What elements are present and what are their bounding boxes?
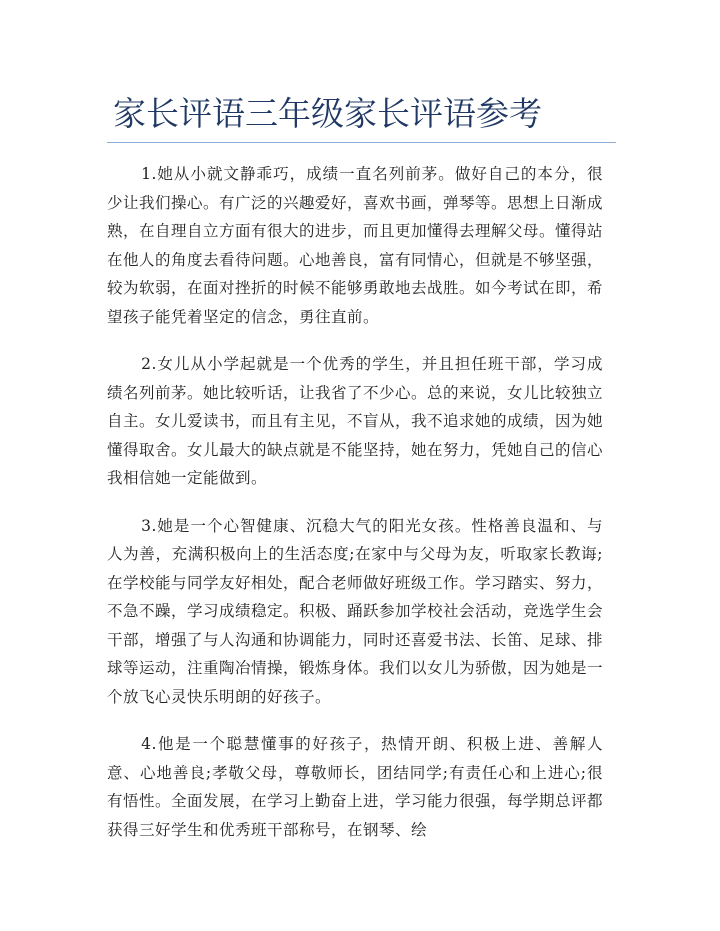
- paragraph-4: 4.他是一个聪慧懂事的好孩子，热情开朗、积极上进、善解人意、心地善良;孝敬父母，尊敬师长，团结同学;有责任心和上进心;很有悟性。全面发展，在学习上勤奋上进，学习能力很强，每学期总评都获得三好学生和优秀班干部称号，在钢琴、绘: [107, 735, 604, 839]
- document-body: [107, 160, 603, 863]
- title-divider: [107, 142, 616, 143]
- paragraph-1: 1.她从小就文静乖巧，成绩一直名列前茅。做好自己的本分，很少让我们操心。有广泛的兴趣爱好，喜欢书画，弹琴等。思想上日渐成熟，在自理自立方面有很大的进步，而且更加懂得去理解父母。懂得站在他人的角度去看待问题。心地善良，富有同情心，但就是不够坚强，较为软弱，在面对挫折的时候不能够勇敢地去战胜。如今考试在即，希望孩子能凭着坚定的信念，勇往直前。: [107, 165, 604, 326]
- document-title: 家长评语三年级家长评语参考: [113, 94, 542, 133]
- paragraph-2: 2.女儿从小学起就是一个优秀的学生，并且担任班干部，学习成绩名列前茅。她比较听话，让我省了不少心。总的来说，女儿比较独立自主。女儿爱读书，而且有主见，不盲从，我不追求她的成绩，因为她懂得取舍。女儿最大的缺点就是不能坚持，她在努力，凭她自己的信心我相信她一定能做到。: [107, 355, 604, 487]
- paragraph-3: 3.她是一个心智健康、沉稳大气的阳光女孩。性格善良温和、与人为善，充满积极向上的生活态度;在家中与父母为友，听取家长教诲;在学校能与同学友好相处，配合老师做好班级工作。学习踏实、努力，不急不躁，学习成绩稳定。积极、踊跃参加学校社会活动，竞选学生会干部，增强了与人沟通和协调能力，同时还喜爱书法、长笛、足球、排球等运动，注重陶冶情操，锻炼身体。我们以女儿为骄傲，因为她是一个放飞心灵快乐明朗的好孩子。: [107, 516, 604, 706]
